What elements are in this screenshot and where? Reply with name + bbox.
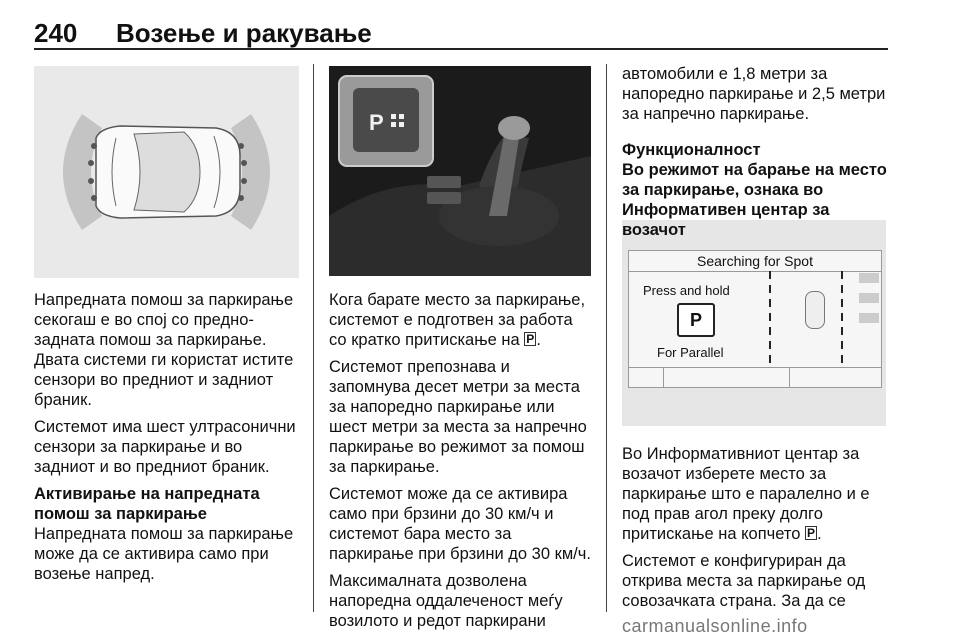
section-heading: Активирање на напредната помош за паркирање bbox=[34, 485, 260, 523]
column-divider bbox=[313, 64, 314, 612]
svg-text:P: P bbox=[369, 110, 384, 135]
chapter-title: Возење и ракување bbox=[116, 18, 372, 48]
section-subheading: Во режимот на барање на место за паркирање, ознака во Информативен центар за возачот bbox=[622, 161, 887, 239]
page-header bbox=[34, 14, 888, 50]
column-3-top bbox=[622, 64, 888, 240]
figure-console-button bbox=[329, 66, 591, 276]
figure-sensor-fields bbox=[34, 66, 299, 278]
parking-button-icon: P bbox=[677, 303, 715, 337]
paragraph: автомобили е 1,8 метри за напоредно паркирање и 2,5 метри за напречно паркирање. bbox=[622, 65, 886, 123]
display-press-label: Press and hold bbox=[643, 283, 730, 298]
section-heading: Функционалност bbox=[622, 141, 761, 159]
display-title: Searching for Spot bbox=[629, 251, 881, 272]
paragraph: Во Информативниот центар за возачот изберете место за паркирање што е паралелно и е под прав агол преку долго притискање на копчето P . bbox=[622, 445, 870, 543]
column-3-bottom bbox=[622, 444, 888, 618]
figure-driver-display bbox=[622, 220, 886, 426]
paragraph: Системот е конфигуриран да открива места за паркирање од совозачката страна. За да се bbox=[622, 552, 866, 610]
column-1 bbox=[34, 290, 302, 591]
paragraph: Напредната помош за паркирање може да се активира само при возење напред. bbox=[34, 525, 294, 583]
column-divider bbox=[606, 64, 607, 612]
paragraph: Системот препознава и запомнува десет метри за места за напоредно паркирање или шест метри за места за напречно паркирање во режимот за помош за паркирање. bbox=[329, 358, 587, 476]
paragraph: Кога барате место за паркирање, системот е подготвен за работа со кратко притискање на P . bbox=[329, 291, 586, 349]
car-icon bbox=[805, 291, 825, 329]
parking-button-icon: P bbox=[807, 526, 816, 540]
paragraph: Системот може да се активира само при брзини до 30 км/ч и системот бара место за паркирање при брзини до 30 км/ч. bbox=[329, 485, 591, 563]
paragraph: Системот има шест ултрасонични сензори за паркирање и во задниот и во предниот браник. bbox=[34, 418, 296, 476]
column-2 bbox=[329, 290, 593, 638]
page-number: 240 bbox=[34, 18, 78, 48]
display-parallel-label: For Parallel bbox=[657, 345, 724, 360]
car-top-view-icon bbox=[96, 126, 240, 218]
paragraph: Напредната помош за паркирање секогаш е во спој со предно-задната помош за паркирање. Двата системи ги користат истите сензори во предниот и задниот браник. bbox=[34, 291, 294, 409]
paragraph: Максималната дозволена напоредна оддалеченост меѓу возилото и редот паркирани bbox=[329, 572, 563, 630]
watermark: carmanualsonline.info bbox=[622, 616, 808, 636]
parking-button-icon: P bbox=[526, 332, 535, 346]
